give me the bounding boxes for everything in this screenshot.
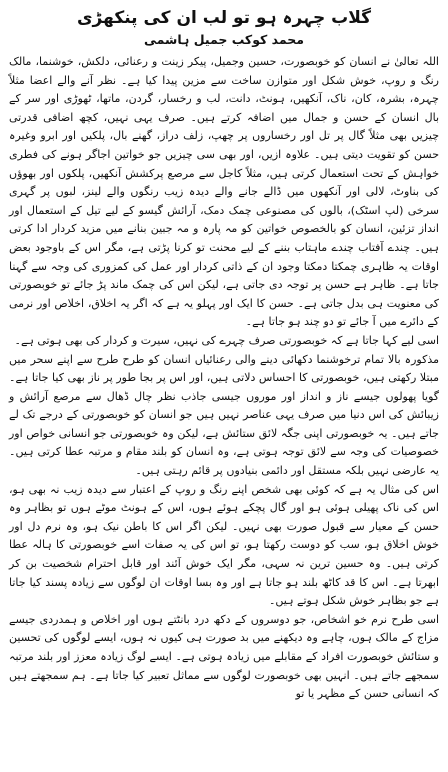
article-paragraph: اسی لیے کہا جاتا ہے کہ خوبصورتی صرف چہرے کی نہیں، سیرت و کردار کی بھی ہوتی ہے۔ bbox=[14, 333, 439, 347]
article-paragraph: اس کی مثال یہ ہے کہ کوئی بھی شخص اپنے رنگ و روپ کے اعتبار سے دیدہ زیب نہ بھی ہو، اس کی ناک پھیلی ہوئی ہو اور گال پچکے ہوئے ہوں، اس کے ہونٹ موٹے ہوں تو بظاہر وہ حسن کے معیار سے قبول صورت بھی نہیں۔ لیکن اگر اس کا باطن نیک ہو، وہ نرم دل اور خوش اخلاق ہو، سب کو دوست رکھتا ہو، تو اس کی یہ صفات اسے خوبصورتی کا ہالہ عطا کرتی ہیں۔ وہ حسین ترین نہ سہی، مگر ایک خوش آئند اور قابل احترام شخصیت بن کر ابھرتا ہے۔ اس کا قد کاٹھ بلند ہو جاتا ہے اور وہ بسا اوقات ان لوگوں سے زیادہ پسند کیا جاتا ہے جو بظاہر خوش شکل ہوتے ہیں۔ bbox=[9, 482, 439, 608]
article-paragraph: اللہ تعالیٰ نے انسان کو خوبصورت، حسین وجمیل، پیکر زینت و رعنائی، دلکش، خوشنما، مالک رنگ و روپ، خوش شکل اور متوازن ساخت سے مزین پیدا کیا ہے۔ نظر آنے والے اعضا مثلاً چہرہ، بشرہ، کان، ناک، آنکھیں، ہونٹ، دانت، لب و رخسار، گردن، ماتھا، ٹھوڑی اور سر کے بال انسان کے حسن و جمال میں اضافہ کرتے ہیں۔ صرف یہی نہیں، کچھ اضافی قدرتی چیزیں بھی مثلاً گال پر تل اور رخساروں پر چھپ، زلف دراز، گھنے بال، پلکیں اور ابرو وغیرہ حسن کو تقویت دیتی ہیں۔ علاوہ ازیں، اور بھی سی چیزیں جو خواتین اجاگر ہونے کی فطری خواہش کے تحت استعمال کرتی ہیں، مثلاً کاجل سے مرصع پرکشش آنکھیں، پلکوں اور بھوؤں کی بناوٹ، لالی اور آنکھوں میں ڈالے جانے والے دیدہ زیب رنگوں والے لینز، لبوں پر گہری سرخی (لپ اسٹک)، بالوں کی مصنوعی چمک دمک، آرائش گیسو کے لیے تیل کے استعمال اور انداز تزئین، انسان کو بالخصوص خواتین کو مہ پارہ و مہ جبین بنانے میں مزید کردار ادا کرتی ہیں۔ چندے آفتاب چندے ماہتاب بننے کے لیے محنت تو کرنا پڑتی ہے، مگر اس کے باوجود بعض اوقات یہ ظاہری چمکتا دمکتا وجود ان کے ذاتی کردار اور عمل کی کمزوری کی وجہ سے گہنا جاتا ہے۔ ظاہر ہے حسن پر توجہ دی جاتی ہے، لیکن اس کی چمک ماند پڑ جائے تو خوبصورتی کی معنویت ہی بدل جاتی ہے۔ حسن کا ایک اور پہلو یہ ہے کہ اگر یہ اخلاق، اخلاص اور نرمی کے دائرے میں آ جائے تو دو چند ہو جاتا ہے۔ bbox=[9, 55, 439, 329]
article-body bbox=[9, 53, 439, 768]
author-byline: محمد کوکب جمیل ہاشمی bbox=[144, 32, 304, 47]
article-title: گلاب چہرہ ہو تو لب ان کی پنکھڑی bbox=[76, 8, 372, 28]
article-paragraph: مذکورہ بالا تمام ترخوشنما دکھائی دینے والی رعنائیاں انسان کو طرح طرح سے اپنے سحر میں مبتلا رکھتی ہیں، خوبصورتی کا احساس دلاتی ہیں، اور اس پر بجا طور پر ناز بھی کیا جاتا ہے۔ گویا پھولوں جیسے ناز و انداز اور موروں جیسی جاذب نظر چال ڈھال سے مرصع آرائش و زیبائش کی اس دنیا میں صرف یہی عناصر نہیں ہیں جو انسان کو خوبصورتی کے درجے تک لے جاتے ہیں۔ یہ خوبصورتی اپنی جگہ لائق ستائش ہے، لیکن وہ خوبصورتی جو انسانی خواص اور خصوصیات کی وجہ سے لائق توجہ ہوتی ہے، وہ انسان کو بلند مقام و مرتبہ عطا کرتی ہیں۔ یہ عارضی نہیں بلکہ مستقل اور دائمی بنیادوں پر قائم رہتی ہیں۔ bbox=[9, 352, 439, 478]
article-paragraph: اسی طرح نرم خو اشخاص، جو دوسروں کے دکھ درد بانٹتے ہوں اور اخلاص و ہمدردی جیسے مزاج کے مالک ہوں، چاہے وہ دیکھنے میں بد صورت ہی کیوں نہ ہوں، ایسے لوگوں کی تحسین و ستائش خوبصورت افراد کے مقابلے میں زیادہ ہوتی ہے۔ ایسے لوگ زیادہ معزز اور بلند مرتبہ سمجھے جاتے ہیں۔ انہیں بھی خوبصورت لوگوں سے مماثل تعبیر کیا جاتا ہے۔ ہم سمجھتے ہیں کہ انسانی حسن کے مظہر یا تو bbox=[9, 612, 439, 701]
